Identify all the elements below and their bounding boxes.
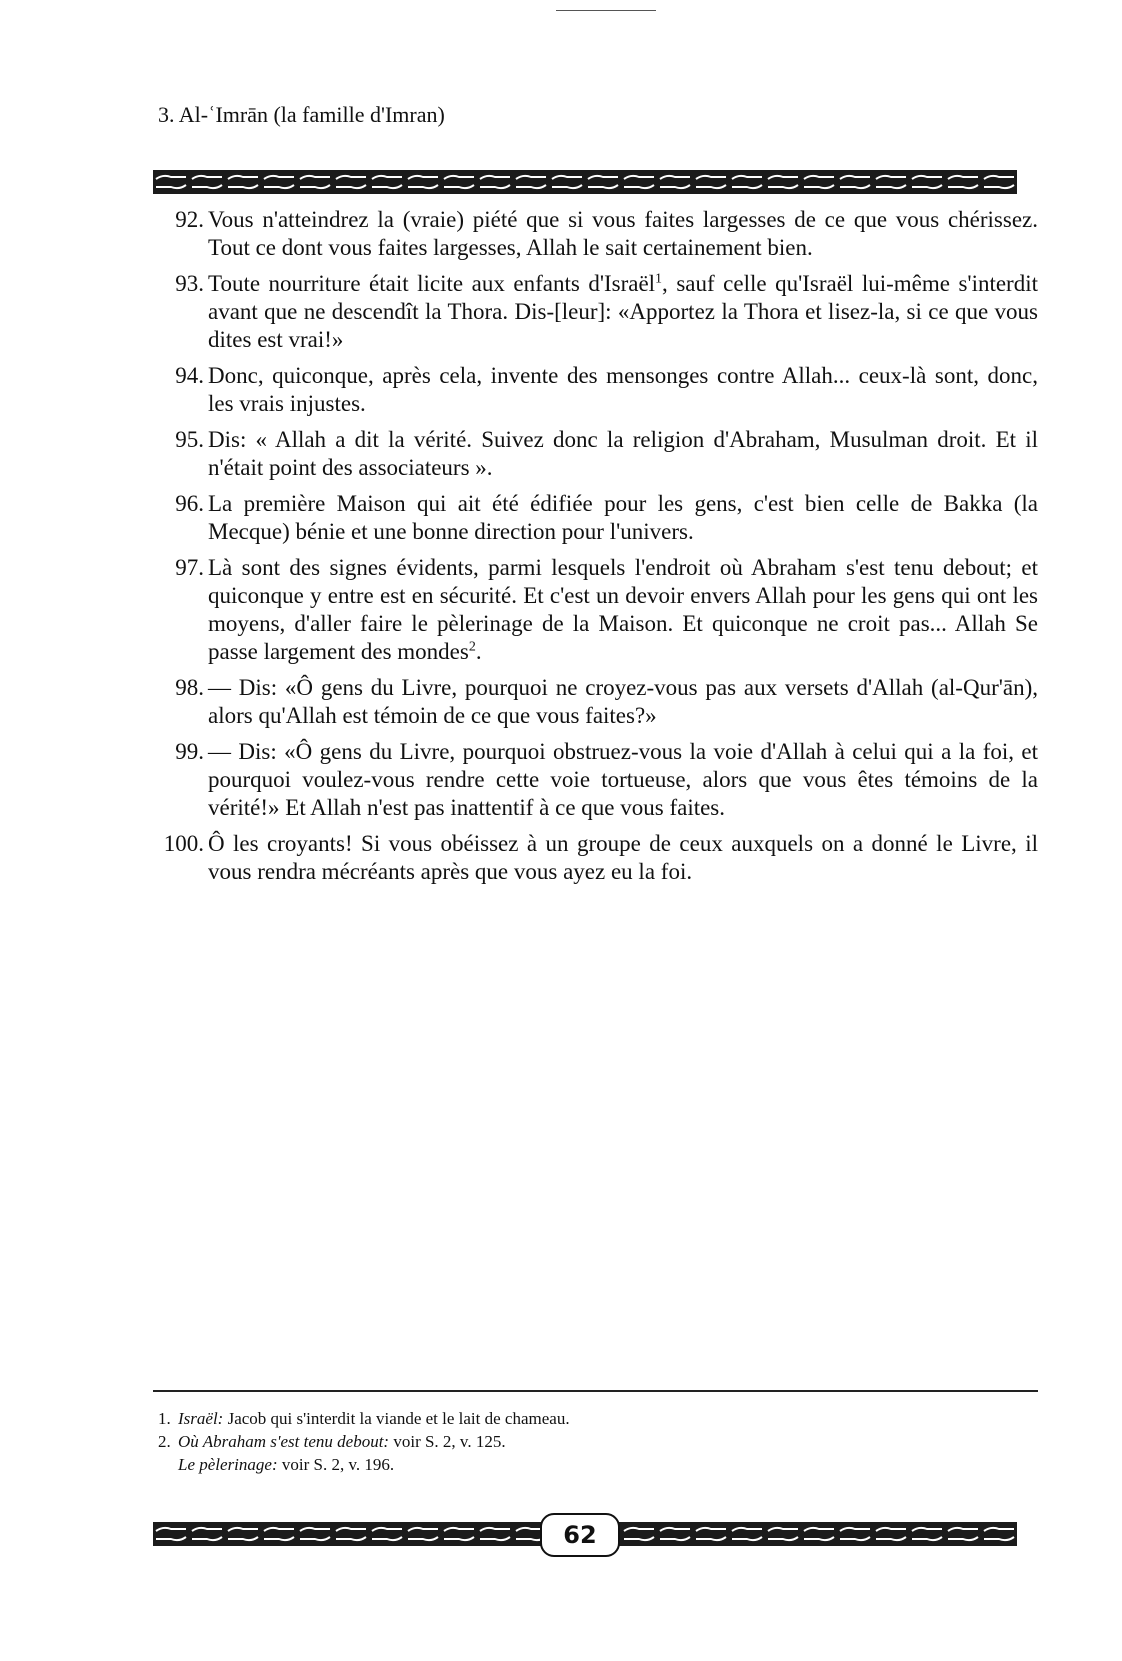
chapter-title: 3. Al-ʿImrān (la famille d'Imran) bbox=[158, 102, 445, 127]
verse-text-cont: , sauf celle qu'Israël lui-même s'interdit avant que ne descendît la Thora. Dis-[leur]: «Apportez la Thora et lisez-la, si ce que vous dites est vrai!» bbox=[208, 271, 1039, 352]
verse-99 bbox=[158, 738, 1038, 822]
verse-number: 99. bbox=[175, 739, 204, 764]
verse-text: Ô les croyants! Si vous obéissez à un groupe de ceux auxquels on a donné le Livre, il vous rendra mécréants après que vous ayez eu la foi. bbox=[208, 831, 1038, 884]
footnote-1 bbox=[158, 1407, 570, 1430]
verse-text: Là sont des signes évidents, parmi lesquels l'endroit où Abraham s'est tenu debout; et quiconque y entre est en sécurité. Et c'est un devoir envers Allah pour les gens qui ont les moyens, d'aller faire le pèlerinage de la Maison. Et quiconque ne croit pas... Allah Se passe largement des mondes bbox=[208, 555, 1038, 664]
verse-text: Dis: « Allah a dit la vérité. Suivez donc la religion d'Abraham, Musulman droit. Et il n'était point des associateurs ». bbox=[208, 427, 1038, 480]
footnote-2 bbox=[158, 1430, 570, 1453]
verse-text: Toute nourriture était licite aux enfants d'Israël bbox=[208, 271, 656, 296]
verse-97 bbox=[158, 554, 1038, 666]
verse-number: 92. bbox=[175, 207, 204, 232]
footnote-text: voir S. 2, v. 125. bbox=[393, 1432, 506, 1451]
footnote-text: voir S. 2, v. 196. bbox=[281, 1455, 395, 1474]
footnote-ref: 2 bbox=[468, 639, 476, 655]
footnote-term: Le pèlerinage: bbox=[178, 1455, 278, 1474]
footnote-2-continued bbox=[158, 1453, 570, 1476]
verse-text: Donc, quiconque, après cela, invente des mensonges contre Allah... ceux-là sont, donc, les vrais injustes. bbox=[208, 363, 1038, 416]
verse-text: — Dis: «Ô gens du Livre, pourquoi obstruez-vous la voie d'Allah à celui qui a la foi, et pourquoi voulez-vous rendre cette voie tortueuse, alors que vous êtes témoins de la vérité!» Et Allah n'est pas inattentif à ce que vous faites. bbox=[208, 739, 1038, 820]
footnote-term: Israël: bbox=[178, 1409, 224, 1428]
verse-100 bbox=[158, 830, 1038, 886]
ornamental-band-top bbox=[153, 170, 1017, 194]
verse-number: 97. bbox=[175, 555, 204, 580]
footnote-number: 1. bbox=[158, 1409, 171, 1428]
footnote-divider bbox=[153, 1390, 1038, 1392]
verse-list bbox=[158, 206, 1038, 894]
verse-96 bbox=[158, 490, 1038, 546]
verse-text: — Dis: «Ô gens du Livre, pourquoi ne croyez-vous pas aux versets d'Allah (al-Qur'ān), alors qu'Allah est témoin de ce que vous faites?» bbox=[208, 675, 1038, 728]
verse-text-cont: . bbox=[475, 639, 482, 664]
verse-text: Vous n'atteindrez la (vraie) piété que si vous faites largesses de ce que vous chérissez. Tout ce dont vous faites largesses, Allah le sait certainement bien. bbox=[208, 207, 1038, 260]
verse-number: 94. bbox=[175, 363, 204, 388]
footnote-number: 2. bbox=[158, 1432, 171, 1451]
verse-93 bbox=[158, 270, 1038, 354]
verse-number: 96. bbox=[175, 491, 204, 516]
verse-92 bbox=[158, 206, 1038, 262]
top-rule bbox=[556, 10, 656, 11]
verse-number: 100. bbox=[163, 831, 204, 856]
verse-number: 95. bbox=[175, 427, 204, 452]
verse-94 bbox=[158, 362, 1038, 418]
footnote-text: Jacob qui s'interdit la viande et le lait de chameau. bbox=[227, 1409, 570, 1428]
footnote-term: Où Abraham s'est tenu debout: bbox=[178, 1432, 390, 1451]
verse-number: 98. bbox=[175, 675, 204, 700]
verse-98 bbox=[158, 674, 1038, 730]
verse-text: La première Maison qui ait été édifiée pour les gens, c'est bien celle de Bakka (la Mecque) bénie et une bonne direction pour l'univers. bbox=[208, 491, 1038, 544]
footnotes bbox=[158, 1407, 570, 1476]
verse-number: 93. bbox=[175, 271, 204, 296]
footnote-ref: 1 bbox=[655, 271, 663, 287]
page-number: 62 bbox=[540, 1513, 620, 1557]
verse-95 bbox=[158, 426, 1038, 482]
